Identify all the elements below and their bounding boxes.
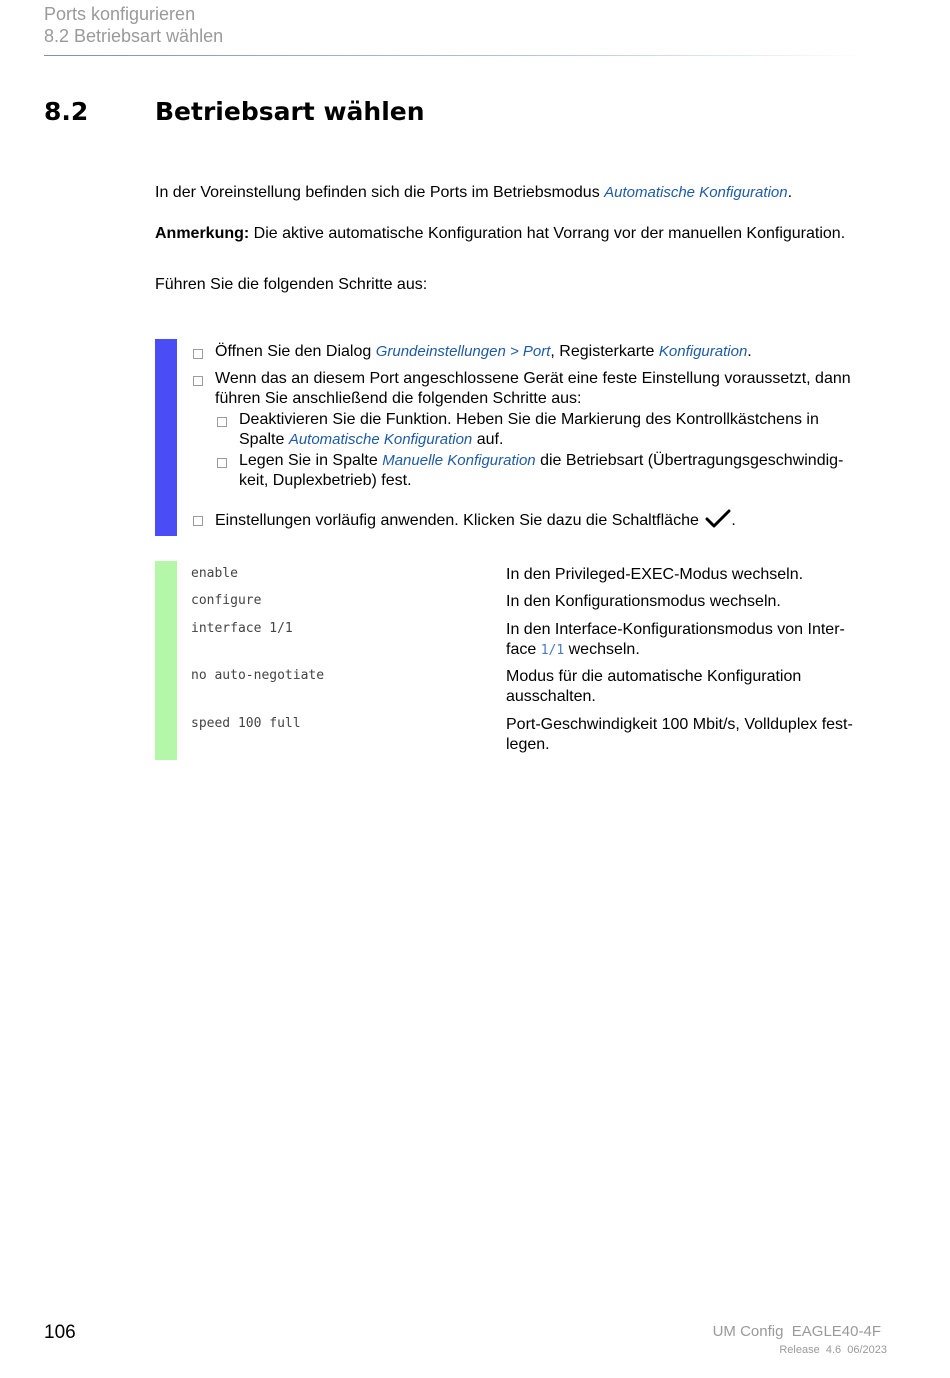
step-2a-link[interactable]: Automatische Konfiguration [288,431,473,448]
note-paragraph [155,224,845,244]
cli-desc-enable: In den Privileged-EXEC-Modus wechseln. [506,566,804,583]
cli-command-speed: speed 100 full [191,716,301,731]
cli-bar [155,561,177,760]
step-2b-text: Legen Sie in Spalte [239,452,383,469]
step-2a-line-1: Deaktivieren Sie die Funktion. Heben Sie die Markierung des Kontrollkästchens in [239,411,819,428]
cli-desc-interface-text: face [506,641,541,658]
cli-command-no-auto-negotiate: no auto-negotiate [191,668,325,683]
note-text: Die aktive automatische Konfiguration hat Vorrang vor der manuellen Konfiguration. [249,225,846,242]
step-1 [215,342,752,362]
cli-desc-interface-code: 1/1 [540,643,565,658]
running-header-section: 8.2 Betriebsart wählen [44,26,224,46]
step-1-link-dialog[interactable]: Grundeinstellungen > Port [375,343,551,360]
running-header-chapter: Ports konfigurieren [44,4,196,24]
section-title: Betriebsart wählen [155,97,425,126]
page-number: 106 [44,1322,76,1343]
cli-desc-no-auto-negotiate-line-1: Modus für die automatische Konfiguration [506,668,802,685]
step-2a-end: auf. [472,431,504,448]
step-2-checkbox [193,373,203,391]
step-1-link-tab[interactable]: Konfiguration [658,343,748,360]
intro-link-automatische-konfiguration[interactable]: Automatische Konfiguration [604,184,788,201]
intro-text: In der Voreinstellung befinden sich die Ports im Betriebsmodus [155,184,605,201]
section-number: 8.2 [44,97,89,126]
cli-desc-speed-line-1: Port-Geschwindigkeit 100 Mbit/s, Vollduplex fest- [506,716,853,733]
step-1-text-b: , Registerkarte [550,343,659,360]
cli-command-configure: configure [191,593,262,608]
note-label: Anmerkung: [155,225,250,242]
cli-desc-interface-line-2 [506,640,640,661]
intro-paragraph [155,183,792,203]
step-2b-link[interactable]: Manuelle Konfiguration [382,452,536,469]
cli-desc-interface-end: wechseln. [564,641,640,658]
cli-command-enable: enable [191,566,238,581]
cli-desc-configure: In den Konfigurationsmodus wechseln. [506,593,781,610]
step-2-line-2: führen Sie anschließend die folgenden Schritte aus: [215,390,582,407]
step-3-text: Einstellungen vorläufig anwenden. Klicken Sie dazu die Schaltfläche [215,512,699,529]
step-2b-line-2: keit, Duplexbetrieb) fest. [239,472,412,489]
step-1-text: Öffnen Sie den Dialog [215,343,376,360]
footer-release: Release 4.6 06/2023 [779,1344,887,1356]
cli-desc-speed-line-2: legen. [506,736,550,753]
step-2b-checkbox [217,455,227,473]
checkmark-icon[interactable] [705,509,731,529]
step-2-line-1: Wenn das an diesem Port angeschlossene Gerät eine feste Einstellung voraussetzt, dann [215,370,851,387]
step-2a-line-2 [239,430,503,450]
cli-desc-interface-line-1: In den Interface-Konfigurationsmodus von Inter- [506,621,845,638]
intro-end: . [787,184,793,201]
step-2b-text-b: die Betriebsart (Übertragungsgeschwindig- [535,452,844,469]
step-2a-checkbox [217,414,227,432]
footer-doc-title: UM Config EAGLE40-4F [712,1323,881,1340]
cli-command-interface: interface 1/1 [191,621,293,636]
header-divider [44,55,864,56]
steps-intro: Führen Sie die folgenden Schritte aus: [155,276,428,293]
cli-desc-no-auto-negotiate-line-2: ausschalten. [506,688,596,705]
step-1-checkbox [193,346,203,364]
step-3-checkbox [193,513,203,531]
step-1-end: . [747,343,752,360]
step-2a-text: Spalte [239,431,289,448]
step-3-end: . [731,512,736,529]
procedure-bar [155,339,177,536]
step-3 [215,509,736,531]
step-2b-line-1 [239,451,843,471]
